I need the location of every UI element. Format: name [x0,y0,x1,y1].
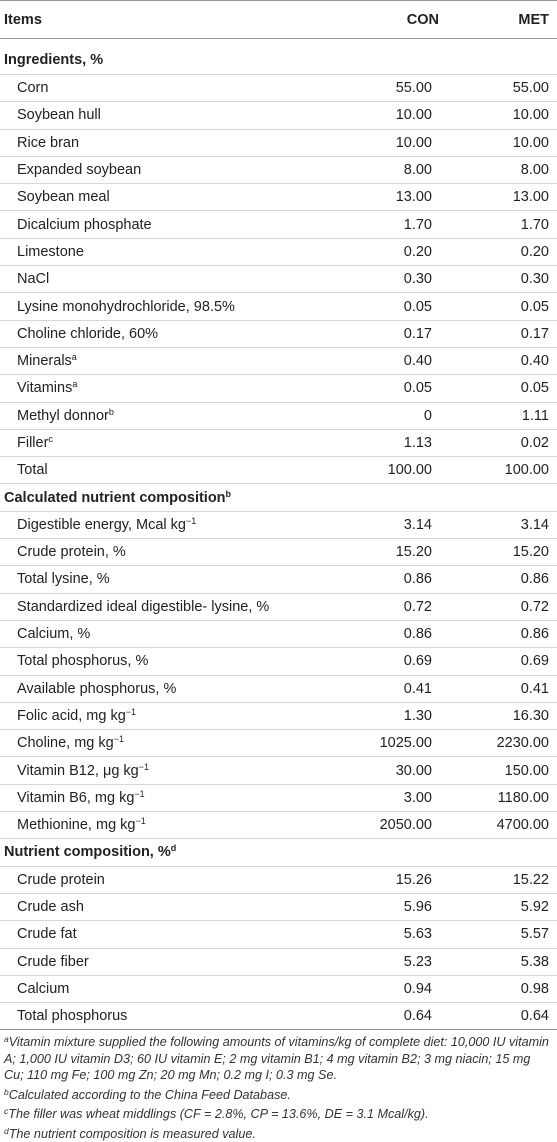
table-row [0,320,557,347]
section-title-text: Nutrient composition, % [4,844,171,861]
footnote-text: The filler was wheat middlings (CF = 2.8%, CP = 13.6%, DE = 3.1 Mcal/kg). [8,1107,429,1122]
row-label [0,457,337,484]
row-label-text: Crude fiber [17,953,89,970]
row-superscript: −1 [113,734,124,745]
cell-con: 5.23 [337,948,447,975]
row-label-text: Lysine monohydrochloride, 98.5% [17,298,235,315]
row-superscript: −1 [134,788,145,799]
row-label [0,648,337,675]
table-row [0,730,557,757]
row-label [0,921,337,948]
cell-con: 0.94 [337,975,447,1002]
row-label [0,347,337,374]
footnote-mark: b [4,1086,9,1097]
cell-con: 1025.00 [337,730,447,757]
row-label [0,293,337,320]
cell-met: 0.05 [447,375,557,402]
table-row [0,866,557,893]
row-label [0,129,337,156]
row-label-text: Limestone [17,243,84,260]
cell-con: 100.00 [337,457,447,484]
row-label [0,866,337,893]
row-label [0,511,337,538]
table-row [0,893,557,920]
row-superscript: b [108,406,114,417]
cell-met: 15.20 [447,539,557,566]
row-label [0,402,337,429]
cell-con: 15.26 [337,866,447,893]
cell-met: 0.69 [447,648,557,675]
cell-con: 13.00 [337,184,447,211]
table-row [0,784,557,811]
row-label [0,593,337,620]
table-row [0,75,557,102]
footnote-text: The nutrient composition is measured value. [8,1126,256,1141]
footnote-marker: b [225,488,232,499]
row-label-text: Total [17,462,48,479]
header-con: CON [337,1,447,39]
table-row [0,102,557,129]
cell-met: 0.64 [447,1003,557,1030]
cell-met: 1.70 [447,211,557,238]
row-label-text: Calcium [17,980,70,997]
row-label [0,102,337,129]
row-label [0,238,337,265]
table-row [0,429,557,456]
row-label-text: Available phosphorus, % [17,680,177,697]
cell-met: 5.92 [447,893,557,920]
cell-con: 3.00 [337,784,447,811]
table-row [0,211,557,238]
cell-con: 3.14 [337,511,447,538]
cell-met: 1180.00 [447,784,557,811]
row-label [0,1003,337,1030]
cell-con: 1.70 [337,211,447,238]
table-row [0,266,557,293]
table-row [0,1003,557,1030]
cell-met: 1.11 [447,402,557,429]
row-label [0,539,337,566]
footnote [4,1087,553,1104]
cell-con: 5.63 [337,921,447,948]
section-title-text: Calculated nutrient composition [4,489,226,506]
cell-con: 0.86 [337,620,447,647]
row-label-text: Methionine, mg kg [17,817,136,834]
row-label-text: NaCl [17,271,50,288]
cell-met: 0.02 [447,429,557,456]
table-row [0,156,557,183]
row-label-text: Total lysine, % [17,571,110,588]
cell-met: 150.00 [447,757,557,784]
cell-met: 13.00 [447,184,557,211]
cell-met: 100.00 [447,457,557,484]
row-label [0,620,337,647]
cell-met: 5.57 [447,921,557,948]
row-label [0,675,337,702]
table-row [0,812,557,839]
section-header-row [0,39,557,75]
cell-con: 1.13 [337,429,447,456]
table-row [0,620,557,647]
cell-con: 1.30 [337,702,447,729]
cell-met: 0.72 [447,593,557,620]
table-row [0,511,557,538]
row-label [0,375,337,402]
row-label-text: Methyl donnor [17,407,109,424]
row-superscript: c [48,434,53,444]
section-title [0,839,557,866]
cell-met: 16.30 [447,702,557,729]
cell-met: 5.38 [447,948,557,975]
table-row [0,566,557,593]
row-superscript: a [71,352,77,363]
cell-met: 0.86 [447,566,557,593]
row-label [0,184,337,211]
row-label [0,948,337,975]
cell-con: 0 [337,402,447,429]
cell-met: 0.05 [447,293,557,320]
row-label-text: Total phosphorus, % [17,653,149,670]
row-label [0,156,337,183]
table-row [0,675,557,702]
footnote-mark: a [4,1034,9,1045]
cell-met: 10.00 [447,129,557,156]
row-label [0,730,337,757]
cell-con: 0.30 [337,266,447,293]
cell-met: 8.00 [447,156,557,183]
row-label [0,975,337,1002]
section-title [0,39,557,75]
row-label [0,266,337,293]
cell-con: 0.64 [337,1003,447,1030]
cell-con: 0.41 [337,675,447,702]
row-label [0,75,337,102]
cell-con: 0.69 [337,648,447,675]
footnote [4,1034,553,1084]
section-title-text: Ingredients, % [4,51,104,68]
row-label-text: Folic acid, mg kg [17,707,126,724]
table-row [0,648,557,675]
row-label-text: Crude fat [17,926,77,943]
cell-met: 0.98 [447,975,557,1002]
row-label-text: Choline chloride, 60% [17,325,159,342]
row-label-text: Choline, mg kg [17,735,114,752]
row-label [0,812,337,839]
cell-con: 0.20 [337,238,447,265]
footnote-marker: d [170,843,177,854]
row-label [0,320,337,347]
row-label-text: Vitamin B12, μg kg [17,762,139,779]
row-label-text: Crude protein [17,871,105,888]
row-label [0,893,337,920]
table-row [0,238,557,265]
table-row [0,702,557,729]
row-superscript: −1 [125,706,137,717]
row-label [0,757,337,784]
cell-met: 15.22 [447,866,557,893]
row-label-text: Expanded soybean [17,162,142,179]
footnote [4,1106,553,1123]
section-title [0,484,557,511]
row-label-text: Crude ash [17,899,84,916]
table-row [0,593,557,620]
row-label [0,429,337,456]
row-label-text: Standardized ideal digestible- lysine, % [17,598,270,615]
table-row [0,757,557,784]
cell-con: 0.05 [337,293,447,320]
row-label-text: Filler [17,435,49,451]
cell-con: 5.96 [337,893,447,920]
cell-met: 0.40 [447,347,557,374]
section-header-row [0,484,557,511]
table-row [0,129,557,156]
cell-met: 2230.00 [447,730,557,757]
cell-con: 10.00 [337,102,447,129]
footnote-mark: d [4,1125,9,1136]
cell-met: 10.00 [447,102,557,129]
row-label-text: Vitamin B6, mg kg [17,789,135,806]
table-row [0,375,557,402]
table-row [0,921,557,948]
row-label-text: Vitamins [17,380,73,397]
footnotes [0,1030,557,1142]
cell-con: 0.40 [337,347,447,374]
cell-con: 30.00 [337,757,447,784]
table-row [0,457,557,484]
header-met: MET [447,1,557,39]
table-row [0,975,557,1002]
row-label-text: Dicalcium phosphate [17,216,152,233]
row-label-text: Minerals [17,353,72,370]
row-label [0,702,337,729]
row-label [0,566,337,593]
cell-con: 0.72 [337,593,447,620]
cell-con: 10.00 [337,129,447,156]
header-row [0,1,557,39]
row-label-text: Digestible energy, Mcal kg [17,516,186,533]
row-label-text: Crude protein, % [17,544,126,561]
row-label-text: Rice bran [17,134,80,151]
footnote-mark: c [4,1106,9,1117]
table-row [0,347,557,374]
cell-met: 0.20 [447,238,557,265]
footnote-text: Vitamin mixture supplied the following amounts of vitamins/kg of complete diet: 10,000 IU vitamin A; 1,000 IU vitamin D3; 60 IU vitamin E; 2 mg vitamin B1; 4 mg vitamin B2; 3 mg niacin; 15 mg Cu; 110 mg Fe; 100 mg Zn; 20 mg Mn; 0.2 mg I; 0.3 mg Se. [4,1035,549,1083]
row-label-text: Calcium, % [17,626,91,643]
row-label [0,784,337,811]
cell-met: 0.41 [447,675,557,702]
table-row [0,184,557,211]
footnote-text: Calculated according to the China Feed Database. [8,1087,291,1102]
header-items: Items [0,1,337,39]
cell-con: 15.20 [337,539,447,566]
table-body [0,39,557,1030]
row-label-text: Soybean hull [17,107,101,124]
row-superscript: −1 [135,816,146,827]
table-row [0,293,557,320]
cell-met: 0.17 [447,320,557,347]
row-label [0,211,337,238]
cell-con: 8.00 [337,156,447,183]
row-label-text: Total phosphorus [17,1008,128,1025]
row-label-text: Corn [17,80,49,97]
row-superscript: a [72,379,78,390]
table-row [0,948,557,975]
cell-con: 0.17 [337,320,447,347]
row-superscript: −1 [185,515,197,526]
section-header-row [0,839,557,866]
row-superscript: −1 [138,761,150,772]
table-row [0,402,557,429]
cell-met: 0.86 [447,620,557,647]
cell-con: 0.05 [337,375,447,402]
cell-con: 0.86 [337,566,447,593]
cell-con: 55.00 [337,75,447,102]
row-label-text: Soybean meal [17,189,110,206]
cell-met: 0.30 [447,266,557,293]
cell-met: 3.14 [447,511,557,538]
table-row [0,539,557,566]
cell-met: 55.00 [447,75,557,102]
cell-con: 2050.00 [337,812,447,839]
cell-met: 4700.00 [447,812,557,839]
